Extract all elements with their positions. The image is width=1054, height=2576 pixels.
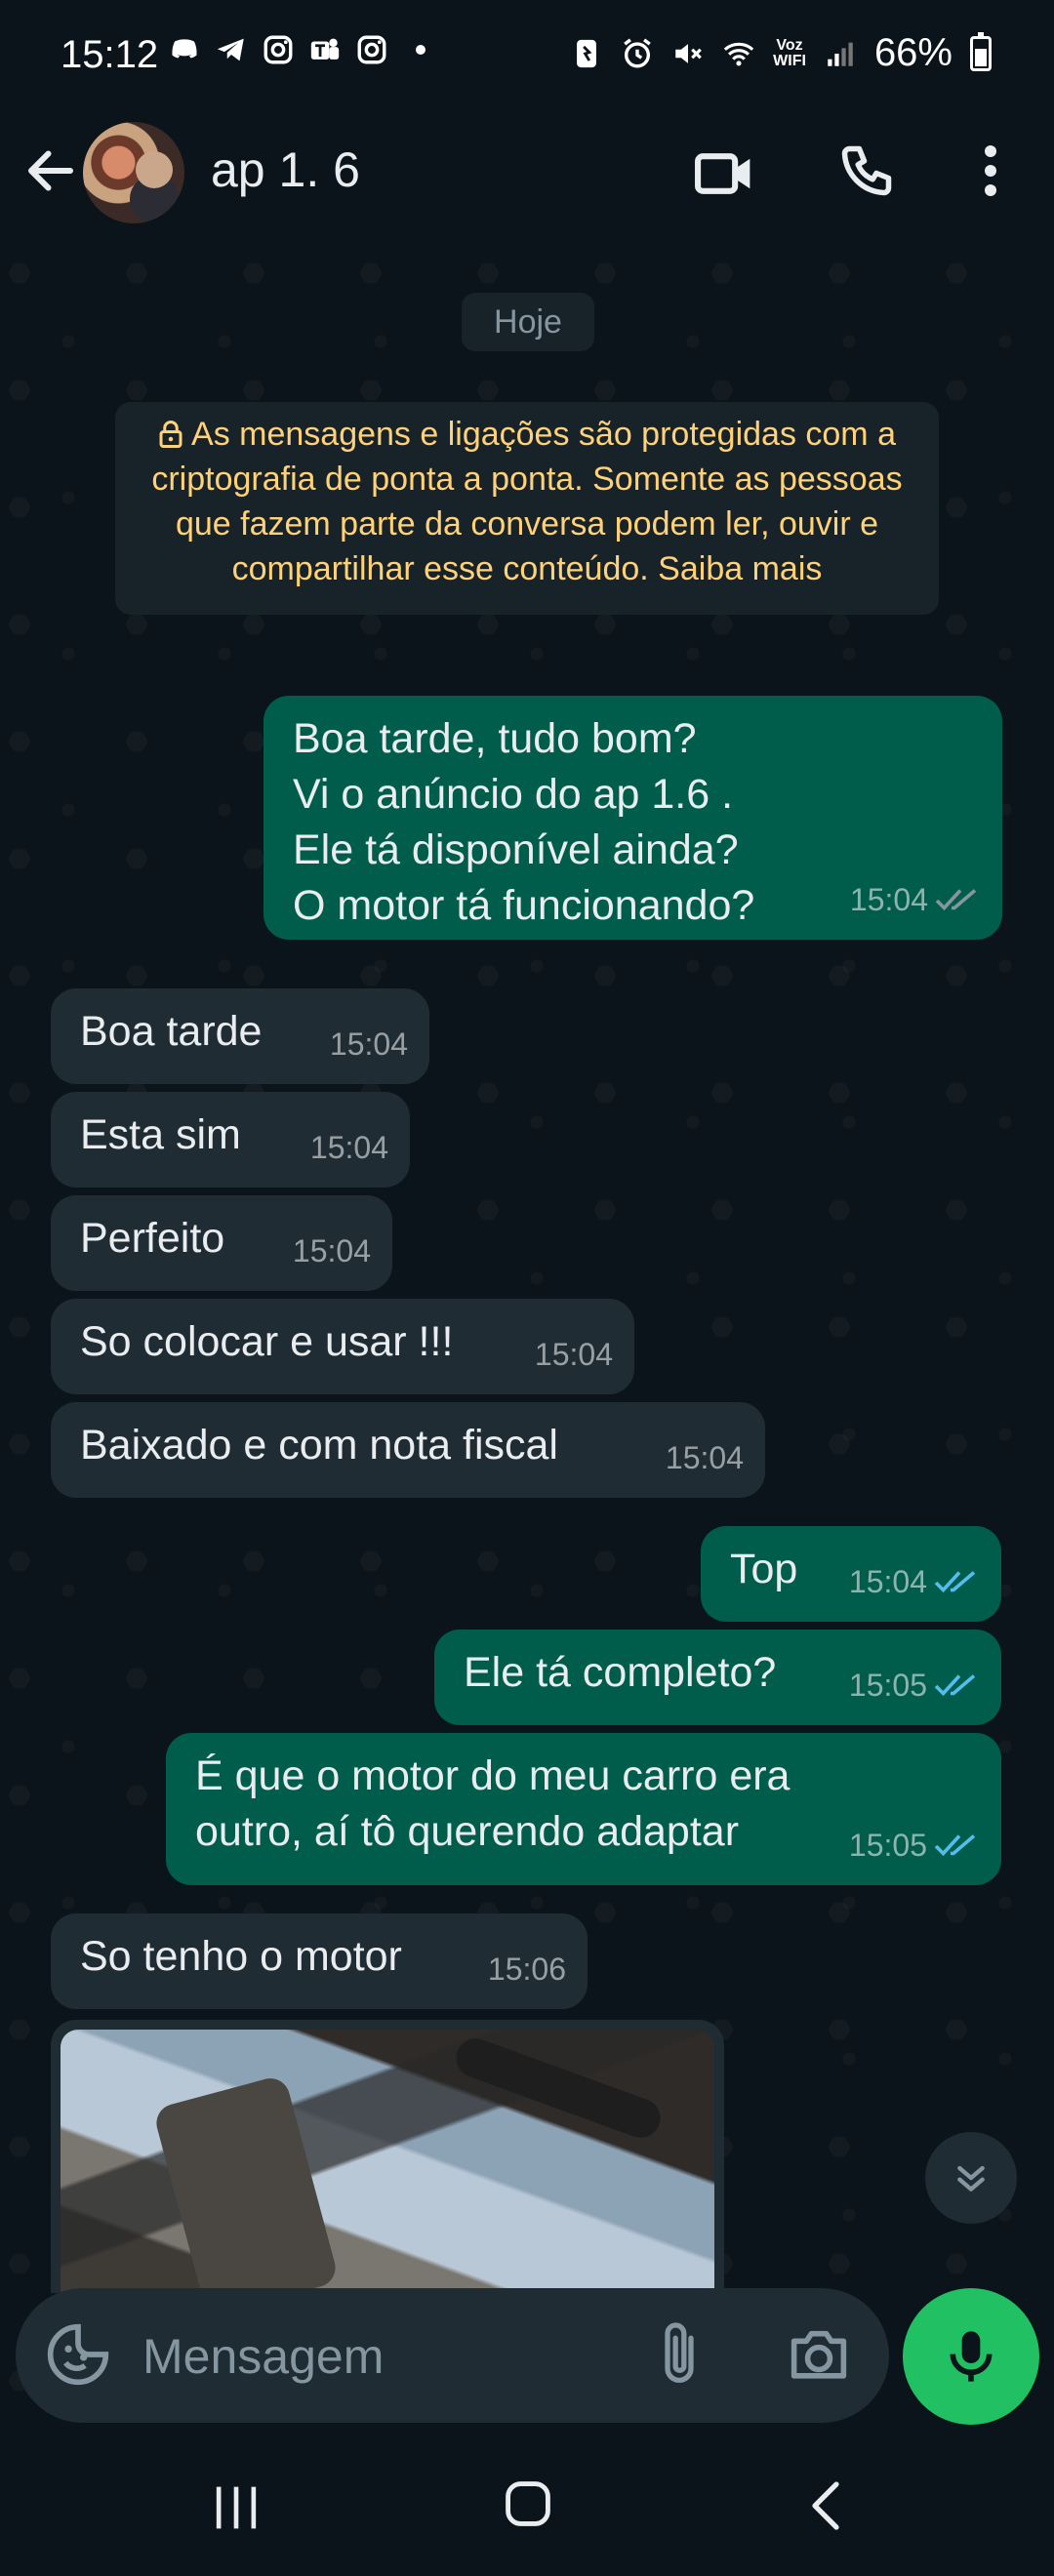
message-bubble-incoming[interactable] [51,1402,765,1498]
battery-icon [970,36,992,71]
message-text: Baixado e com nota fiscal [80,1422,558,1469]
message-text: Esta sim [80,1111,241,1158]
message-time: 15:04 [292,1233,371,1268]
message-time: 15:04 [329,1026,408,1062]
instagram-icon [355,33,388,66]
system-nav-bar [0,2439,1054,2576]
message-bubble-incoming[interactable] [51,1913,588,2009]
message-time: 15:05 [848,1668,927,1703]
vowifi-voz-label: Voz [776,36,803,54]
recent-apps-icon[interactable] [210,2483,263,2532]
mute-icon [671,37,705,70]
back-arrow-icon[interactable] [21,141,80,200]
signal-icon [824,37,857,70]
battery-percent: 66% [873,31,953,74]
double-check-read-icon [933,1671,980,1701]
system-icons [570,31,992,75]
vowifi-indicator [773,38,806,69]
scroll-to-bottom-button[interactable] [925,2132,1017,2224]
message-text: So tenho o motor [80,1933,402,1980]
lock-icon [158,420,183,449]
discord-icon [168,33,201,66]
wifi-icon [722,37,755,70]
message-bubble-outgoing[interactable] [434,1630,1001,1725]
message-time: 15:05 [848,1828,927,1863]
message-meta [849,1554,980,1610]
double-check-icon [934,886,981,915]
message-text: So colocar e usar !!! [80,1318,454,1365]
chat-area[interactable] [0,254,1054,2439]
encryption-notice-text: As mensagens e ligações são protegidas com a criptografia de ponta a ponta. Somente as pessoas que fazem parte da conversa podem ler, ouvir e compartilhar esse conteúdo. Saiba mais [151,416,903,587]
message-bubble-incoming[interactable] [51,1092,410,1187]
chat-title[interactable]: ap 1. 6 [211,142,360,197]
message-bubble-incoming[interactable] [51,1299,634,1394]
composer-bar [16,2288,889,2423]
more-options-icon[interactable] [966,141,1015,200]
message-time: 15:04 [309,1130,388,1165]
message-bubble-incoming[interactable] [51,1195,392,1291]
status-bar [0,0,1054,112]
avatar[interactable] [83,122,184,223]
camera-icon[interactable] [787,2323,851,2384]
teams-icon [308,33,342,66]
message-meta [849,1658,980,1713]
message-time: 15:04 [848,1564,927,1599]
alarm-icon [621,37,654,70]
message-text: Boa tarde [80,1008,263,1055]
nav-back-icon[interactable] [805,2478,844,2533]
instagram-icon [262,33,295,66]
message-text: Top [730,1546,798,1592]
message-meta [850,872,981,928]
status-time: 15:12 [61,33,159,76]
image-message[interactable] [51,2020,724,2293]
message-text: Boa tarde, tudo bom? Vi o anúncio do ap 1.6 . Ele tá disponível ainda? O motor tá funcionando? [293,715,755,929]
message-bubble-outgoing[interactable] [264,696,1002,940]
message-time: 15:04 [849,882,928,917]
message-meta [849,1818,980,1873]
nfc-icon [570,37,603,70]
engine-photo[interactable] [61,2030,714,2293]
double-check-read-icon [933,1831,980,1861]
message-bubble-outgoing[interactable] [166,1733,1001,1885]
message-bubble-incoming[interactable] [51,988,429,1084]
paperclip-icon[interactable] [650,2319,709,2390]
message-time: 15:04 [534,1337,613,1372]
message-time: 15:04 [665,1440,744,1475]
microphone-icon [944,2326,998,2387]
chat-header [0,112,1054,254]
message-bubble-outgoing[interactable] [701,1526,1001,1622]
message-text: É que o motor do meu carro era outro, aí tô querendo adaptar [195,1752,790,1855]
double-check-read-icon [933,1568,980,1597]
sticker-emoji-icon[interactable] [45,2321,111,2388]
message-time: 15:06 [487,1952,566,1987]
vowifi-wifi-label: WIFI [773,52,806,69]
voice-message-button[interactable] [903,2288,1039,2425]
encryption-notice[interactable] [115,402,939,615]
telegram-icon [215,33,248,66]
phone-call-icon[interactable] [837,141,896,200]
more-notifications-dot [416,45,426,55]
date-chip: Hoje [462,293,594,351]
video-call-icon[interactable] [693,146,757,201]
notification-icons [168,33,426,66]
message-input[interactable] [141,2317,613,2395]
message-text: Perfeito [80,1215,225,1262]
double-chevron-down-icon [952,2158,991,2197]
message-text: Ele tá completo? [464,1649,777,1696]
home-icon[interactable] [503,2478,553,2529]
